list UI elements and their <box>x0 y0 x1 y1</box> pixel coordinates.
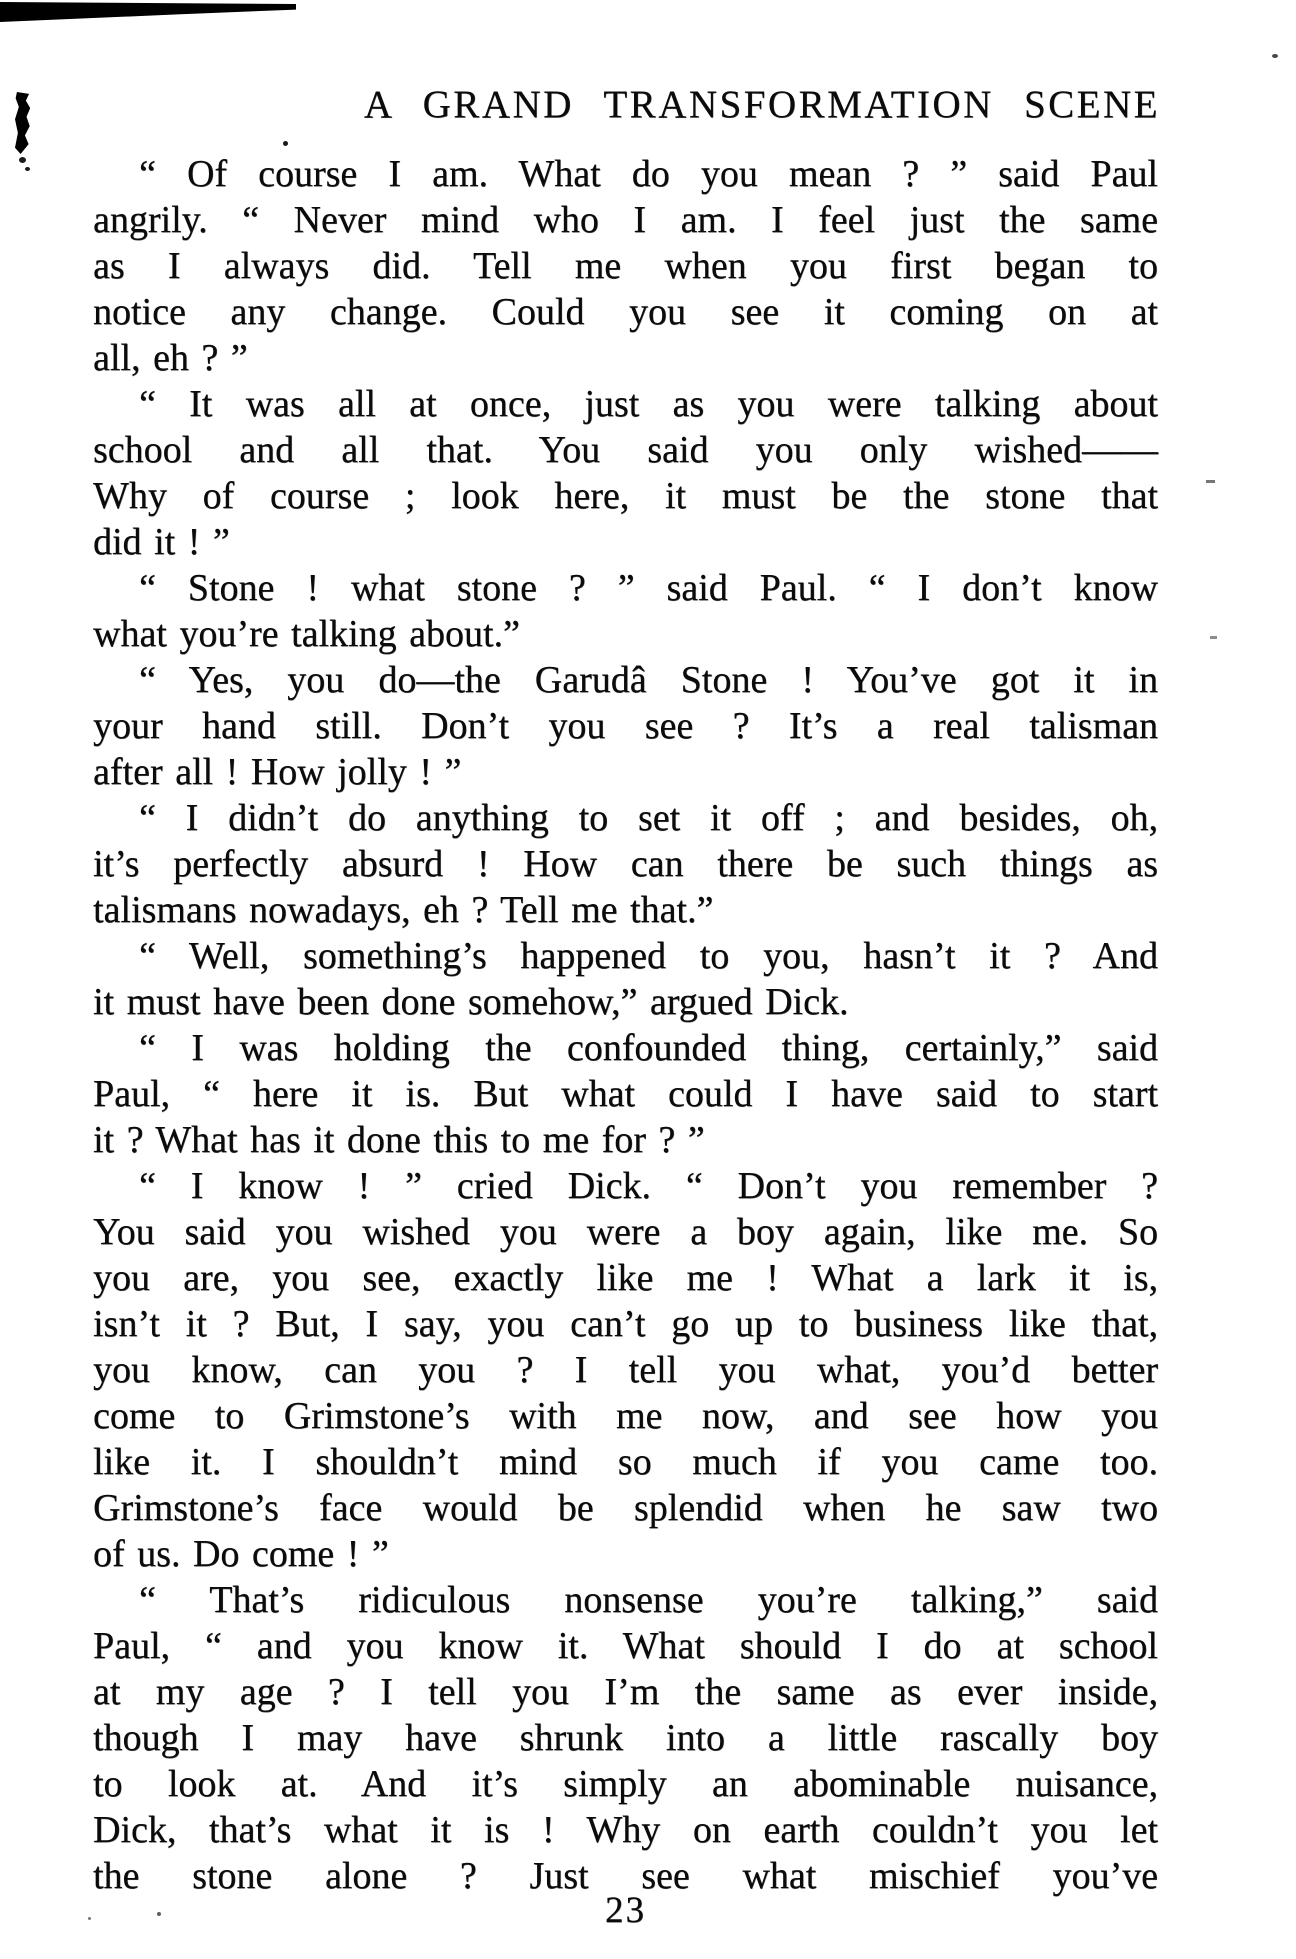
chapter-running-head: A GRAND TRANSFORMATION SCENE <box>363 83 1160 126</box>
text-line: you are, you see, exactly like me ! What a lark it is, <box>93 1257 1158 1299</box>
page-number: 23 <box>605 1890 646 1931</box>
text-line: did it ! ” <box>93 521 230 563</box>
text-line: Paul, “ and you know it. What should I do at school <box>93 1625 1158 1667</box>
text-line: isn’t it ? But, I say, you can’t go up to business like that, <box>93 1303 1158 1345</box>
text-line: to look at. And it’s simply an abominable nuisance, <box>93 1763 1158 1805</box>
text-line: “ Of course I am. What do you mean ? ” said Paul <box>139 153 1158 195</box>
text-line: “ Well, something’s happened to you, hasn’t it ? And <box>139 935 1158 977</box>
text-line: come to Grimstone’s with me now, and see how you <box>93 1395 1158 1437</box>
text-line: of us. Do come ! ” <box>93 1533 389 1575</box>
text-line: after all ! How jolly ! ” <box>93 751 462 793</box>
text-line: it must have been done somehow,” argued Dick. <box>93 981 849 1023</box>
scan-speck <box>1272 54 1278 58</box>
text-line: “ Stone ! what stone ? ” said Paul. “ I don’t know <box>139 567 1158 609</box>
text-line: “ Yes, you do—the Garudâ Stone ! You’ve got it in <box>139 659 1158 701</box>
text-line: “ I didn’t do anything to set it off ; and besides, oh, <box>139 797 1158 839</box>
text-line: Grimstone’s face would be splendid when he saw two <box>93 1487 1158 1529</box>
text-line: what you’re talking about.” <box>93 613 520 655</box>
text-line: notice any change. Could you see it coming on at <box>93 291 1158 333</box>
scan-speck <box>1206 480 1215 483</box>
text-line: like it. I shouldn’t mind so much if you came too. <box>93 1441 1158 1483</box>
text-line: it ? What has it done this to me for ? ” <box>93 1119 705 1161</box>
scan-speck <box>25 167 30 171</box>
scan-speck <box>283 141 288 146</box>
text-line: though I may have shrunk into a little rascally boy <box>93 1717 1158 1759</box>
text-line: the stone alone ? Just see what mischief you’ve <box>93 1855 1158 1897</box>
text-line: Dick, that’s what it is ! Why on earth couldn’t you let <box>93 1809 1158 1851</box>
text-line: “ I know ! ” cried Dick. “ Don’t you remember ? <box>139 1165 1158 1207</box>
text-line: angrily. “ Never mind who I am. I feel just the same <box>93 199 1158 241</box>
text-line: You said you wished you were a boy again, like me. So <box>93 1211 1158 1253</box>
text-line: school and all that. You said you only wished—— <box>93 429 1158 471</box>
text-line: Why of course ; look here, it must be the stone that <box>93 475 1158 517</box>
text-line: your hand still. Don’t you see ? It’s a real talisman <box>93 705 1158 747</box>
text-block <box>93 151 1158 1899</box>
scan-speck <box>88 1917 91 1920</box>
scan-artifact-top-wedge <box>0 2 296 22</box>
text-line: “ I was holding the confounded thing, certainly,” said <box>139 1027 1158 1069</box>
text-line: “ It was all at once, just as you were talking about <box>139 383 1158 425</box>
scan-artifact-left-blob <box>15 92 31 154</box>
text-line: it’s perfectly absurd ! How can there be such things as <box>93 843 1158 885</box>
scan-speck <box>1210 636 1217 639</box>
text-line: “ That’s ridiculous nonsense you’re talking,” said <box>139 1579 1158 1621</box>
scan-speck <box>19 157 26 163</box>
text-line: you know, can you ? I tell you what, you’d better <box>93 1349 1158 1391</box>
text-line: as I always did. Tell me when you first began to <box>93 245 1158 287</box>
text-line: at my age ? I tell you I’m the same as ever inside, <box>93 1671 1158 1713</box>
text-line: Paul, “ here it is. But what could I have said to start <box>93 1073 1158 1115</box>
text-line: talismans nowadays, eh ? Tell me that.” <box>93 889 714 931</box>
text-line: all, eh ? ” <box>93 337 248 379</box>
